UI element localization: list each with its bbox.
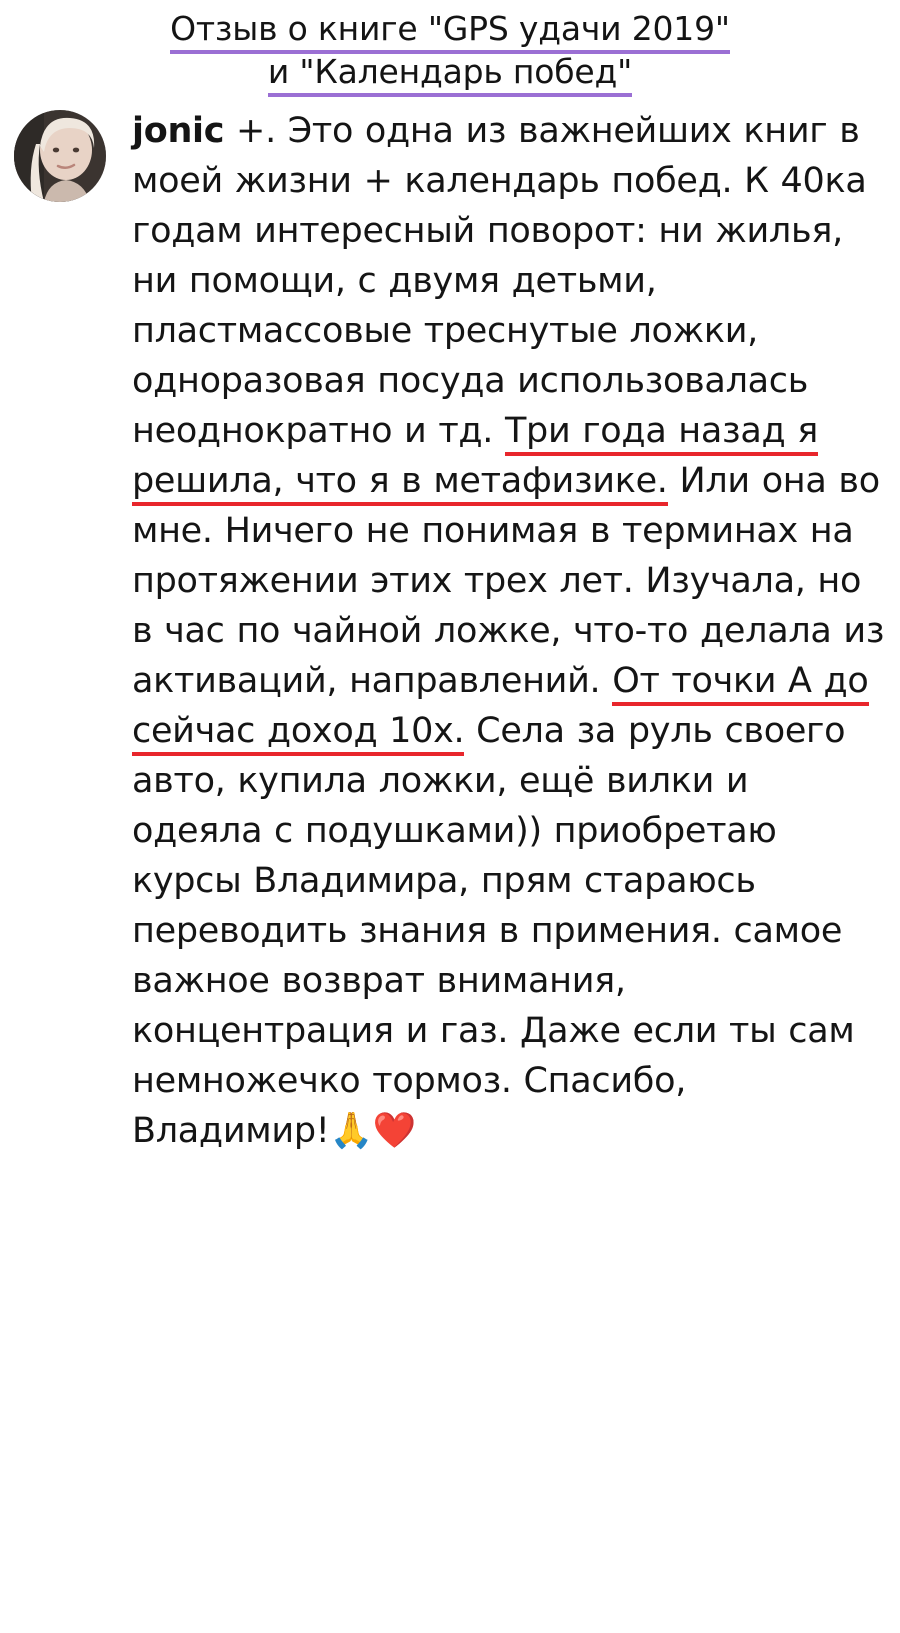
post-segment-1: +. Это одна из важнейших книг в моей жизни + календарь побед. К 40ка годам интересный поворот: ни жилья, ни помощи, с двумя детьми, пластмассовые треснутые ложки, одноразовая посуда использовалась неоднократно и тд. xyxy=(132,110,867,451)
post-title-line-2-text: и "Календарь побед" xyxy=(268,52,632,97)
post-author[interactable]: jonic xyxy=(132,110,225,151)
post-highlight-1: Три года назад я решила, что я в метафизике. xyxy=(132,411,818,506)
post-segment-5: Села за руль своего авто, купила ложки, ещё вилки и одеяла с подушками)) приобретаю курсы Владимира, прям стараюсь переводить знания в примения. самое важное возврат внимания, концентрация и газ. Даже если ты сам немножечко тормоз. Спасибо, Владимир! xyxy=(132,710,855,1151)
pray-hands-icon: 🙏 xyxy=(329,1110,373,1151)
post-text xyxy=(132,106,886,1156)
post-highlight-2: От точки А до сейчас доход 10х. xyxy=(132,661,869,756)
post-title-line-1-text: Отзыв о книге "GPS удачи 2019" xyxy=(170,9,730,54)
avatar xyxy=(14,110,106,202)
post-title xyxy=(14,8,886,94)
post-segment-3: Или она во мне. Ничего не понимая в терминах на протяжении этих трех лет. Изучала, но в час по чайной ложке, что-то делала из активаций, направлений. xyxy=(132,460,885,701)
post-title-line-2 xyxy=(14,51,886,94)
post-title-line-1 xyxy=(14,8,886,51)
red-heart-icon: ❤️ xyxy=(372,1110,417,1151)
post-body xyxy=(14,106,886,1156)
